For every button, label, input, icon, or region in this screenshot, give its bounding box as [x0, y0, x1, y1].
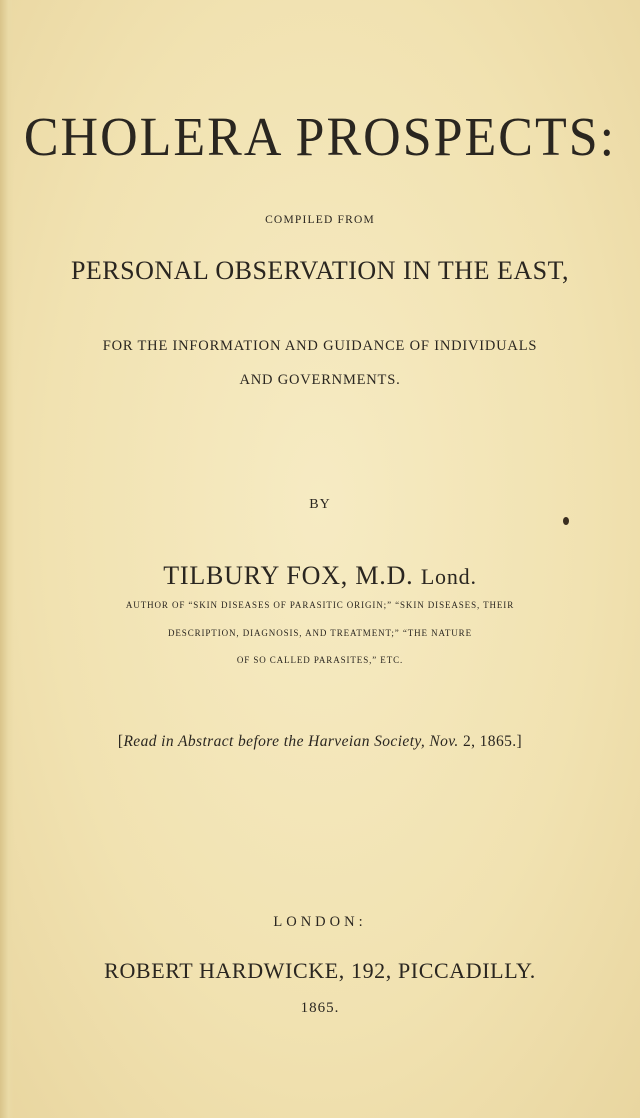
purpose-line-2: AND GOVERNMENTS. — [239, 372, 401, 388]
book-title: CHOLERA PROSPECTS: — [23, 107, 617, 168]
author-works-line-3: OF SO CALLED PARASITES,” ETC. — [236, 655, 404, 665]
book-subtitle: PERSONAL OBSERVATION IN THE EAST, — [70, 256, 570, 285]
author-degree: Lond. — [420, 564, 477, 589]
author-name: TILBURY FOX, M.D. — [163, 561, 414, 590]
ink-speck — [563, 517, 569, 525]
imprint-publisher: ROBERT HARDWICKE, 192, PICCADILLY. — [104, 958, 536, 983]
author-line — [0, 561, 640, 591]
compiled-from-label: COMPILED FROM — [265, 214, 375, 226]
author-works-line-2: DESCRIPTION, DIAGNOSIS, AND TREATMENT;” “THE NATURE — [168, 628, 472, 638]
purpose-line-1: FOR THE INFORMATION AND GUIDANCE OF INDIVIDUALS — [102, 338, 538, 354]
read-note — [0, 733, 640, 751]
by-label: BY — [309, 497, 331, 512]
read-note-rest: 2, 1865.] — [458, 733, 523, 750]
read-note-italic: Read in Abstract before the Harveian Society, Nov. — [123, 733, 459, 750]
imprint-place: LONDON: — [273, 914, 367, 930]
author-works-line-1: AUTHOR OF “SKIN DISEASES OF PARASITIC ORIGIN;” “SKIN DISEASES, THEIR — [125, 600, 515, 610]
imprint-year: 1865. — [300, 1000, 340, 1016]
read-note-open: [ — [117, 733, 124, 750]
